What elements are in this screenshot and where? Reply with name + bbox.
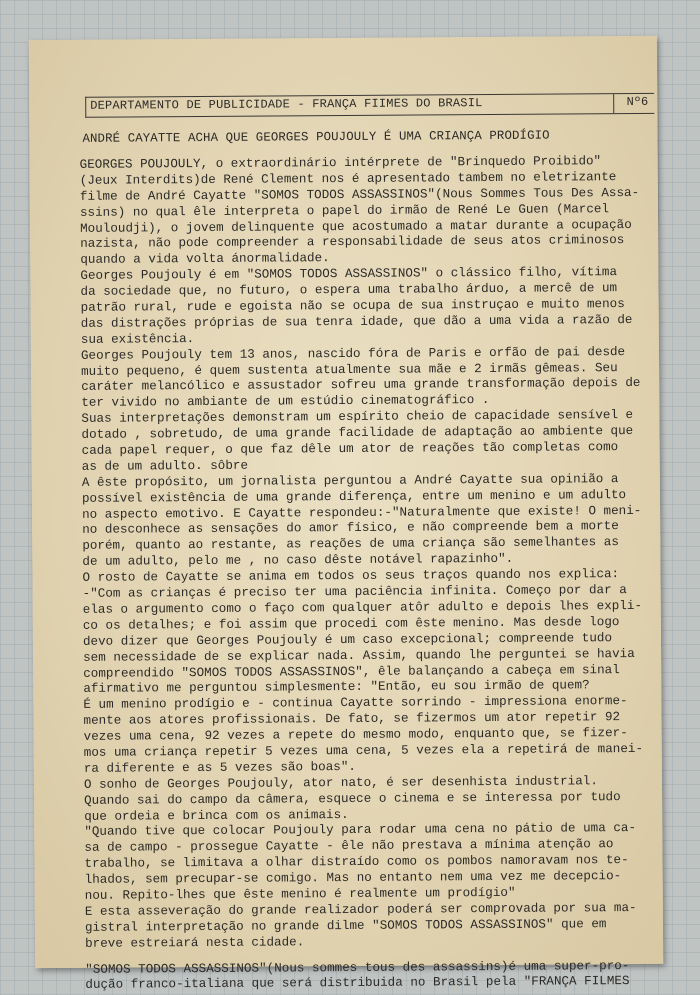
text-line: Mouloudji), o jovem delinquente que acostumado a matar durante a ocupação <box>80 217 632 236</box>
text-line: dotado , sobretudo, de uma grande facilidade de adaptação ao ambiente que <box>81 424 634 442</box>
text-line: gistral interpretação no grande dilme "SOMOS TODOS ASSASSINOS" que em <box>84 916 607 935</box>
text-line: possível existência de uma grande diferença, entre um menino e um adulto <box>81 487 627 506</box>
text-line: O rosto de Cayatte se anima em todos os seus traços quando nos explica: <box>82 567 620 585</box>
text-line: dução franco-italiana que será distribuida no Brasil pela "FRANÇA FILMES <box>85 974 630 993</box>
text-line: A êste propósito, um jornalista perguntou a André Cayatte sua opinião a <box>81 471 619 490</box>
text-line: "Quando tive que colocar Poujouly para rodar uma cena no pátio de uma ca- <box>84 821 637 840</box>
text-line: quando a vida volta ánormalidade. <box>80 251 330 268</box>
text-line: ssins) no qual êle interpreta o papel do irmão de René Le Guen (Marcel <box>79 201 610 220</box>
text-line: GEORGES POUJOULY, o extraordinário intérprete de "Brinquedo Proibido" <box>79 154 602 172</box>
text-line: (Jeux Interdits)de René Clement nos é apresentado tambem no eletrizante <box>79 169 617 188</box>
text-line: trabalho, se limitava a olhar distraído como os pombos namoravam nos te- <box>84 853 629 872</box>
text-line: Quando sai do campo da câmera, esquece o cinema e se interessa por tudo <box>84 789 621 808</box>
text-line: O sonho de Georges Poujouly, ator nato, é ser desenhista industrial. <box>83 773 598 792</box>
text-line: breve estreiará nesta cidade. <box>85 934 305 951</box>
text-line: ra diferente e as 5 vezes são boas". <box>83 759 356 776</box>
text-line: É um menino prodígio e - continua Cayatte sorrindo - impressiona enorme- <box>83 694 628 713</box>
text-line: muito pequeno, é quem sustenta atualmente sua mãe e 2 irmãs gêmeas. Seu <box>81 360 618 379</box>
text-line: Georges Poujouly é em "SOMOS TODOS ASSASSINOS" o clássico filho, vítima <box>80 265 618 284</box>
text-line: E esta asseveração do grande realizador poderá ser comprovada por sua ma- <box>84 900 637 919</box>
text-line: caráter melancólico e assustador sofreu uma grande transformação depois de <box>81 376 641 395</box>
text-line: da sociedade que, no futuro, o espera uma trabalho árduo, a mercê de um <box>80 281 618 299</box>
text-line: de um adulto, pelo me , no caso dêste notável rapazinho". <box>82 552 514 570</box>
text-line: compreendido "SOMOS TODOS ASSASSINOS", êle balançando a cabeça em sinal <box>83 662 620 681</box>
text-line: das distrações próprias de sua tenra idade, que dão a uma vida a razão de <box>80 312 633 331</box>
text-line: nazista, não pode compreender a responsabilidade de seus atos criminosos <box>80 233 625 252</box>
header-title: DEPARTAMENTO DE PUBLICIDADE - FRANÇA FIIMES DO BRASIL <box>90 96 483 113</box>
article-body <box>80 154 666 994</box>
text-line: no desconhece as sensações do amor físico, e não compreende bem a morte <box>82 519 619 538</box>
text-line: mente aos atores profissionais. De fato, se fizermos um ator repetir 92 <box>83 710 621 729</box>
text-line: Suas interpretações demonstram um espírito cheio de capacidade sensível e <box>81 408 634 427</box>
text-line: afirmativo me perguntou simplesmente: "Então, eu sou irmão de quem? <box>83 678 590 697</box>
text-line: -"Com as crianças é preciso ter uma paciência infinita. Começo por dar a <box>82 583 627 601</box>
text-line: Georges Poujouly tem 13 anos, nascido fóra de Paris e orfão de pai desde <box>80 344 626 363</box>
text-line: ter vivido no ambiante de um estúdio cinematográfico . <box>81 393 490 411</box>
text-line: patrão rural, rude e egoista não se ocupa de sua instruçao e muito menos <box>80 297 625 315</box>
header-box <box>85 93 654 118</box>
text-line: no aspecto emotivo. E Cayatte respondeu:-"Naturalmente que existe! O meni- <box>82 503 642 522</box>
text-line: vezes uma cena, 92 vezes a repete do mesmo modo, enquanto que, se fizer- <box>83 726 628 744</box>
closing-paragraph <box>85 958 665 994</box>
text-line: cada papel requer, o que faz dêle um ator de reações tão completas como <box>81 440 619 458</box>
body-text <box>80 154 666 953</box>
document-page <box>29 36 663 993</box>
text-line: mos uma criança repetir 5 vezes uma cena, 5 vezes ela a repetirá de manei- <box>83 741 644 760</box>
text-line: sa de campo - prossegue Cayatte - êle não prestava a mínima atenção ao <box>84 837 614 856</box>
text-line: porém, quanto ao restante, as reações de uma criança são semelhantes as <box>82 535 619 554</box>
text-line: co os detalhes; e foi assim que procedi com êste menino. Mas desde logo <box>82 614 620 633</box>
text-line: sua existência. <box>80 331 195 347</box>
text-line: elas o argumento como o faço com qualquer atôr adulto e depois lhes expli- <box>82 598 643 617</box>
text-line: sem necessidade de se explicar nada. Assim, quando lhe perguntei se havia <box>83 646 635 665</box>
headline: ANDRÉ CAYATTE ACHA QUE GEORGES POUJOULY É UMA CRIANÇA PRODÍGIO <box>82 128 550 146</box>
text-line: "SOMOS TODOS ASSASSINOS"(Nous sommes tous des assassins)é uma super-pro- <box>85 958 630 977</box>
text-line: filme de André Cayatte "SOMOS TODOS ASSASSINOS"(Nous Sommes Tous Des Assa- <box>79 185 640 204</box>
text-line: lhados, sem precupar-se comigo. Mas no entanto nem uma vez me decepcio- <box>84 869 622 887</box>
text-line: que ordeia e brinca com os animais. <box>84 807 349 824</box>
header-divider <box>613 94 614 113</box>
text-line: devo dizer que Georges Poujouly é um caso excepcional; compreende tudo <box>82 630 613 649</box>
text-line: nou. Repito-lhes que êste menino é realmente um prodígio" <box>84 885 516 903</box>
page-number: Nº6 <box>626 94 649 110</box>
text-line: as de um adulto. sôbre <box>81 458 249 474</box>
